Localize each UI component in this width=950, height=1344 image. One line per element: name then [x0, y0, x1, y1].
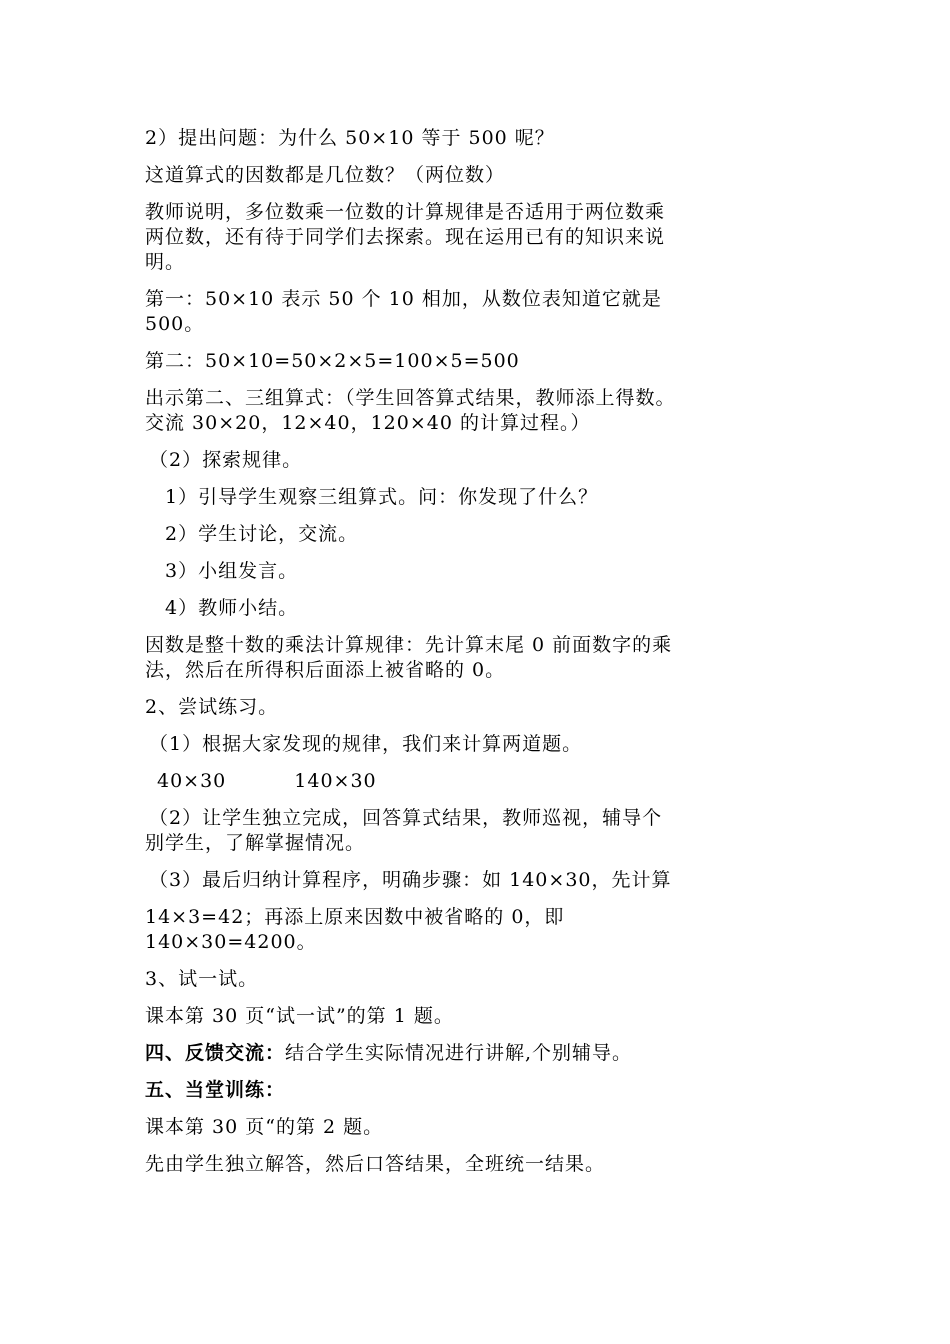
text-line: 别学生，了解掌握情况。 [145, 832, 366, 854]
text-line: 出示第二、三组算式：（学生回答算式结果，教师添上得数。 [145, 387, 676, 409]
paragraph-explore-rule: （2）探索规律。 [149, 449, 303, 471]
paragraph-factor-digits: 这道算式的因数都是几位数？（两位数） [145, 164, 506, 186]
text-line: 教师说明，多位数乘一位数的计算规律是否适用于两位数乘 [145, 201, 666, 223]
text-line: 14×3=42；再添上原来因数中被省略的 0，即 [145, 906, 565, 928]
list-item: 1）引导学生观察三组算式。问：你发现了什么？ [165, 486, 599, 508]
text-line: 法，然后在所得积后面添上被省略的 0。 [145, 659, 506, 681]
text-line: 140×30=4200。 [145, 931, 317, 953]
calculation-row [145, 769, 765, 794]
section-feedback [145, 1041, 765, 1066]
paragraph-question: 2）提出问题：为什么 50×10 等于 500 呢？ [145, 127, 555, 149]
section-heading-feedback: 四、反馈交流： [145, 1042, 286, 1064]
list-item: 2）学生讨论，交流。 [165, 523, 359, 545]
paragraph-answer-method: 先由学生独立解答，然后口答结果，全班统一结果。 [145, 1153, 606, 1175]
paragraph-summarize-steps: （3）最后归纳计算程序，明确步骤：如 140×30，先计算 [149, 869, 672, 891]
paragraph-rule-summary [145, 633, 765, 683]
paragraph-textbook-exercise: 课本第 30 页“的第 2 题。 [145, 1116, 384, 1138]
text-line: 500。 [145, 313, 205, 335]
text-line: 因数是整十数的乘法计算规律：先计算末尾 0 前面数字的乘 [145, 634, 673, 656]
text-line: 第一：50×10 表示 50 个 10 相加，从数位表知道它就是 [145, 288, 662, 310]
paragraph-second-method: 第二：50×10=50×2×5=100×5=500 [145, 350, 520, 372]
paragraph-independent-work [145, 806, 765, 856]
calc-expression: 40×30 [157, 770, 227, 792]
list-item: 4）教师小结。 [165, 597, 299, 619]
paragraph-teacher-explanation [145, 200, 765, 275]
paragraph-compute-two: （1）根据大家发现的规律，我们来计算两道题。 [149, 733, 583, 755]
text-line: 交流 30×20，12×40，120×40 的计算过程。） [145, 412, 591, 434]
document-body [145, 118, 765, 1177]
section-heading-try-practice: 2、尝试练习。 [145, 696, 279, 718]
paragraph-show-groups [145, 386, 765, 436]
section-heading-try: 3、试一试。 [145, 968, 259, 990]
paragraph-first-method [145, 287, 765, 337]
calc-expression: 140×30 [294, 770, 377, 792]
paragraph-steps-detail [145, 905, 765, 955]
text-line: 两位数，还有待于同学们去探索。现在运用已有的知识来说 [145, 226, 666, 248]
section-heading-training: 五、当堂训练： [145, 1079, 286, 1101]
paragraph-textbook-try: 课本第 30 页“试一试”的第 1 题。 [145, 1005, 454, 1027]
text-line: （2）让学生独立完成，回答算式结果，教师巡视，辅导个 [149, 807, 663, 829]
list-item: 3）小组发言。 [165, 560, 299, 582]
feedback-text: 结合学生实际情况进行讲解,个别辅导。 [285, 1042, 633, 1064]
text-line: 明。 [145, 251, 186, 273]
